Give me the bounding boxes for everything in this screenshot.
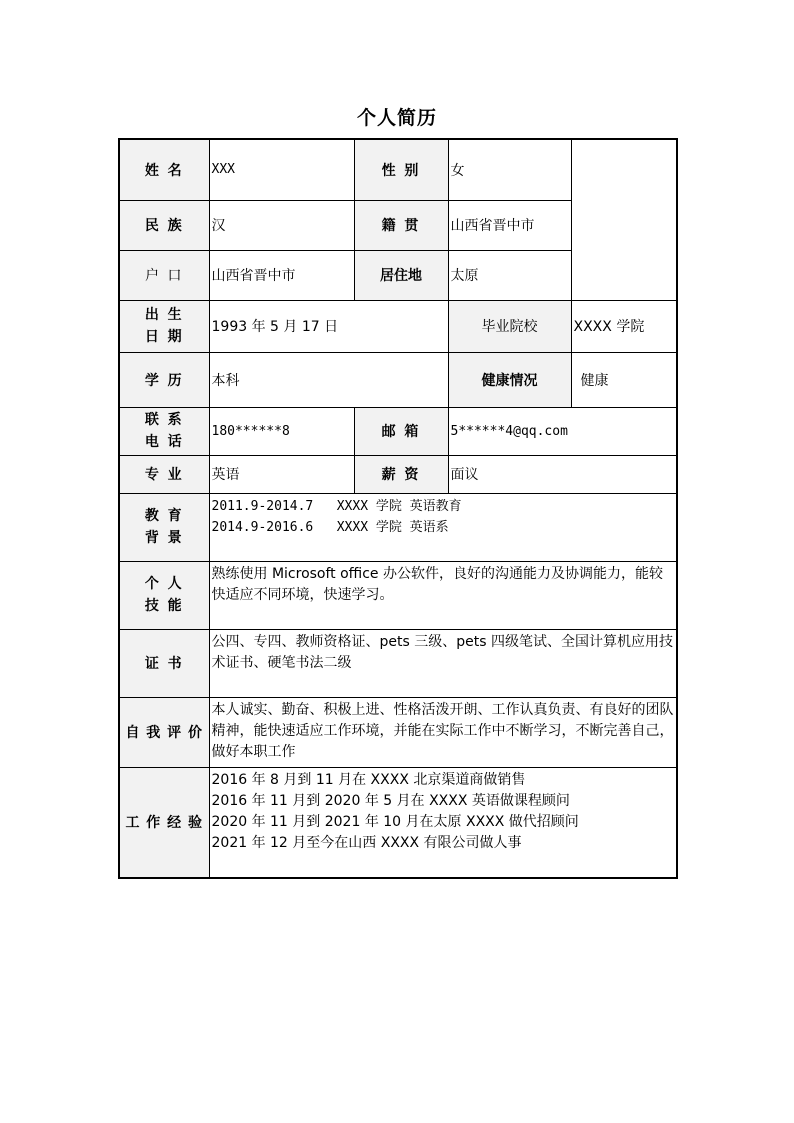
page-title: 个人简历 [356, 107, 437, 129]
table-row [119, 139, 677, 200]
ethnicity-value: 汉 [209, 200, 354, 250]
salary-value: 面议 [448, 455, 677, 493]
table-row [119, 352, 677, 407]
school-value: XXXX 学院 [571, 300, 677, 352]
self-eval-value: 本人诚实、勤奋、积极上进、性格活泼开朗、工作认真负责、有良好的团队精神，能快速适应工作环境，并能在实际工作中不断学习，不断完善自己，做好本职工作 [209, 697, 677, 767]
birth-label [119, 300, 209, 352]
table-row [119, 300, 677, 352]
residence-label: 居住地 [354, 250, 448, 300]
education-value: 本科 [209, 352, 448, 407]
phone-label-line: 联 系 [144, 412, 184, 428]
photo-box [571, 139, 677, 300]
table-row [119, 697, 677, 767]
email-value: 5******4@qq.com [448, 407, 677, 455]
edu-bg-value [209, 493, 677, 561]
list-item: 2014.9-2016.6 XXXX 学院 英语系 [211, 519, 449, 535]
education-label: 学 历 [119, 352, 209, 407]
origin-label: 籍 贯 [354, 200, 448, 250]
self-eval-label: 自 我 评 价 [119, 697, 209, 767]
birth-value: 1993 年 5 月 17 日 [209, 300, 448, 352]
work-label: 工 作 经 验 [119, 767, 209, 878]
skills-label [119, 561, 209, 629]
cert-label: 证 书 [119, 629, 209, 697]
skills-label-line: 个 人 [144, 576, 184, 592]
major-value: 英语 [209, 455, 354, 493]
health-value: 健康 [571, 352, 677, 407]
hukou-value: 山西省晋中市 [209, 250, 354, 300]
name-label: 姓 名 [119, 139, 209, 200]
edu-bg-label-line: 教 育 [144, 508, 184, 524]
major-label: 专 业 [119, 455, 209, 493]
list-item: 2021 年 12 月至今在山西 XXXX 有限公司做人事 [211, 834, 522, 851]
residence-value: 太原 [448, 250, 571, 300]
list-item: 2020 年 11 月到 2021 年 10 月在太原 XXXX 做代招顾问 [211, 813, 579, 830]
phone-value: 180******8 [209, 407, 354, 455]
school-label: 毕业院校 [448, 300, 571, 352]
cert-value: 公四、专四、教师资格证、pets 三级、pets 四级笔试、全国计算机应用技术证书、硬笔书法二级 [209, 629, 677, 697]
table-row [119, 455, 677, 493]
birth-label-line: 日 期 [144, 329, 184, 345]
table-row [119, 561, 677, 629]
table-row [119, 629, 677, 697]
list-item: 2011.9-2014.7 XXXX 学院 英语教育 [211, 498, 462, 514]
resume-table [118, 138, 678, 879]
gender-value: 女 [448, 139, 571, 200]
edu-bg-label-line: 背 景 [144, 530, 184, 546]
ethnicity-label: 民 族 [119, 200, 209, 250]
name-value: XXX [209, 139, 354, 200]
list-item: 2016 年 11 月到 2020 年 5 月在 XXXX 英语做课程顾问 [211, 792, 570, 809]
hukou-label: 户 口 [119, 250, 209, 300]
origin-value: 山西省晋中市 [448, 200, 571, 250]
work-value [209, 767, 677, 878]
table-row [119, 493, 677, 561]
edu-bg-label [119, 493, 209, 561]
skills-value: 熟练使用 Microsoft office 办公软件，良好的沟通能力及协调能力，能较快适应不同环境，快速学习。 [209, 561, 677, 629]
birth-label-line: 出 生 [144, 307, 184, 323]
email-label: 邮 箱 [354, 407, 448, 455]
list-item: 2016 年 8 月到 11 月在 XXXX 北京渠道商做销售 [211, 771, 526, 788]
table-row [119, 767, 677, 878]
gender-label: 性 别 [354, 139, 448, 200]
phone-label-line: 电 话 [144, 434, 184, 450]
table-row [119, 407, 677, 455]
salary-label: 薪 资 [354, 455, 448, 493]
skills-label-line: 技 能 [144, 598, 184, 614]
phone-label [119, 407, 209, 455]
health-label: 健康情况 [448, 352, 571, 407]
